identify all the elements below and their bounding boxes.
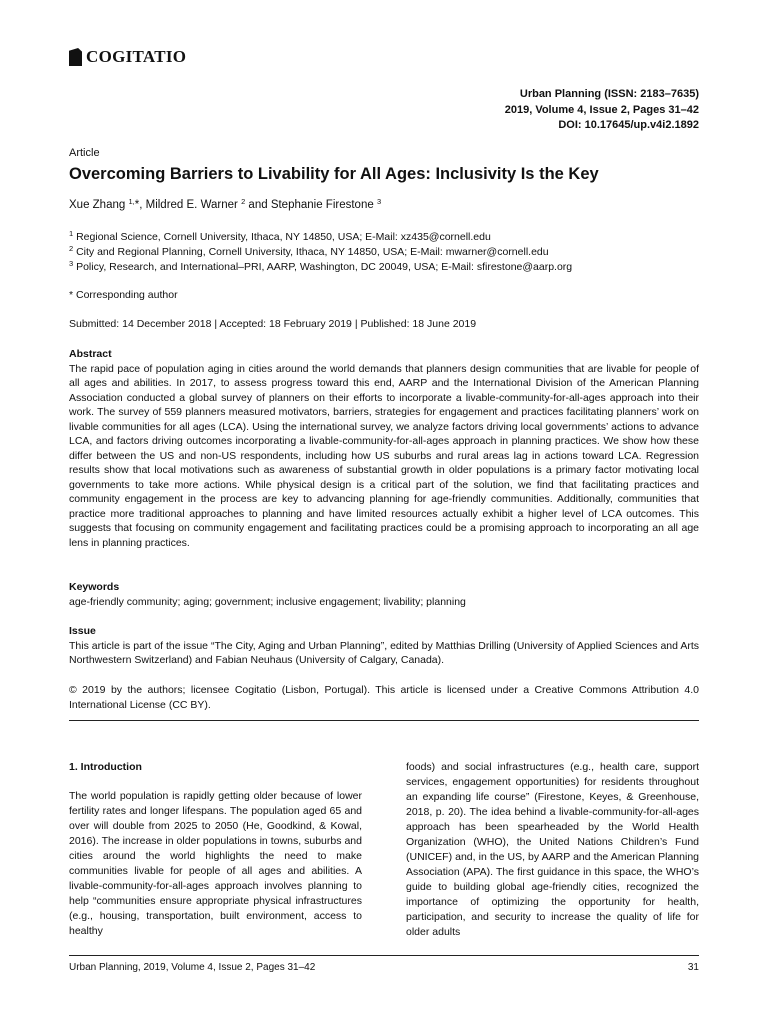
journal-doi[interactable]: DOI: 10.17645/up.v4i2.1892 [558, 119, 699, 131]
keywords-section [69, 580, 699, 609]
abstract-heading: Abstract [69, 348, 112, 360]
affiliation-item [69, 260, 572, 275]
journal-info [505, 87, 699, 134]
author-separator: , [139, 199, 146, 211]
abstract-section [69, 347, 699, 550]
body-paragraph: The world population is rapidly getting older because of lower fertility rates and longer lifespans. The population aged 65 and over will double from 2025 to 2050 (He, Goodkind, & Kowal, 2016). The increase in older populations in towns, suburbs and cities around the world highlights the need to make communities livable for people of all ages and abilities. A livable-community-for-all-ages approach involves planning to help “communities ensure appropriate physical infrastructures (e.g., housing, transportation, built environment, access to healthy [69, 790, 362, 937]
affiliation-item [69, 230, 572, 245]
affiliation-number: 2 [69, 244, 74, 253]
keywords-heading: Keywords [69, 581, 120, 593]
cogitatio-logo-icon [69, 48, 82, 66]
author-name: Xue Zhang [69, 199, 126, 211]
author-name: Stephanie Firestone [270, 199, 374, 211]
author-affil-marker: 1, [128, 197, 135, 206]
affiliation-text: Regional Science, Cornell University, Ithaca, NY 14850, USA; E-Mail: xz435@cornell.edu [76, 231, 491, 243]
front-matter-divider [69, 720, 699, 721]
affiliation-text: Policy, Research, and International–PRI, AARP, Washington, DC 20049, USA; E-Mail: sfirestone@aarp.org [76, 261, 573, 273]
issue-heading: Issue [69, 625, 96, 637]
keywords-text: age-friendly community; aging; government; inclusive engagement; livability; planning [69, 595, 466, 608]
author-list [69, 199, 381, 211]
publisher-name: COGITATIO [86, 47, 187, 66]
corresponding-author-note: * Corresponding author [69, 289, 178, 301]
affiliation-item [69, 245, 572, 260]
body-column-right [406, 760, 699, 940]
affiliation-number: 1 [69, 229, 74, 238]
license-text: © 2019 by the authors; licensee Cogitatio (Lisbon, Portugal). This article is licensed under a Creative Commons Attribution 4.0 International License (CC BY). [69, 684, 699, 711]
issue-section [69, 624, 699, 668]
affiliations [69, 230, 572, 275]
footer-divider [69, 955, 699, 956]
license-section [69, 683, 699, 712]
issue-text: This article is part of the issue “The City, Aging and Urban Planning”, edited by Matthias Drilling (University of Applied Sciences and Arts Northwestern Switzerland) and Fabian Neuhaus (University of Calgary, Canada). [69, 639, 699, 666]
author-affil-marker: 3 [376, 197, 382, 206]
corresponding-marker: * [134, 199, 140, 211]
publication-dates: Submitted: 14 December 2018 | Accepted: 18 February 2019 | Published: 18 June 2019 [69, 318, 477, 330]
abstract-text: The rapid pace of population aging in cities around the world demands that planners design communities that are livable for people of all ages and abilities. In 2017, to assess progress toward this end, AARP and the International Division of the American Planning Association conducted a global survey of planners on their efforts to incorporate a livable-community-for-all-ages approach into their work. The survey of 559 planners measured motivators, barriers, strategies for engagement and practices facilitating planners’ work on livable communities for all ages (LCA). Using the international survey, we analyze factors driving local governments’ actions to advance LCA, and factors driving outcomes incorporating a livable-community-for-all-ages approach in planning practices. We show how these differ between the US and non-US respondents, including how US suburbs and rural areas lag in actions toward LCA. Regression results show that local motivations such as awareness of substantial growth in older populations is a primary factor motivating local governments to take more actions. While physical design is a critical part of the solution, we find that facilitating practices and community engagement in the process are key to advancing planning for age-friendly communities. Additionally, communities that practice more traditional approaches to planning and have limited resources actually exhibit a higher level of LCA outcomes. This suggests that focusing on community engagement and facilitating practices could be a promising approach to incorporating an all age lens in planning practices. [69, 362, 699, 549]
affiliation-text: City and Regional Planning, Cornell University, Ithaca, NY 14850, USA; E-Mail: mwarner@cornell.edu [76, 246, 549, 258]
body-paragraph: foods) and social infrastructures (e.g., health care, support services, engagement opportunities) for residents throughout an expanding life course” (Firestone, Keyes, & Greenhouse, 2018, p. 20). The idea behind a livable-community-for-all-ages approach has been spearheaded by the World Health Organization (WHO), the United Nations Children’s Fund (UNICEF) and, in the US, by AARP and the American Planning Association (APA). The first guidance in this space, the WHO’s guide to building global age-friendly cities, recognized the importance of optimizing the opportunity for health, participation, and security to increase the quality of life for older adults [406, 761, 699, 938]
journal-issn: Urban Planning (ISSN: 2183–7635) [519, 88, 699, 100]
publisher-logo [69, 47, 186, 67]
journal-volume: 2019, Volume 4, Issue 2, Pages 31–42 [504, 103, 699, 116]
author-name: Mildred E. Warner [145, 199, 238, 211]
footer-citation: Urban Planning, 2019, Volume 4, Issue 2, Pages 31–42 [69, 962, 316, 973]
section-heading: 1. Introduction [69, 761, 142, 773]
author-separator: and [245, 199, 271, 211]
body-column-left [69, 760, 362, 939]
author-affil-marker: 2 [241, 197, 246, 206]
page-footer [69, 962, 699, 973]
article-type: Article [69, 147, 100, 159]
article-title: Overcoming Barriers to Livability for All Ages: Inclusivity Is the Key [69, 165, 599, 183]
page-number: 31 [687, 962, 699, 973]
affiliation-number: 3 [69, 259, 74, 268]
